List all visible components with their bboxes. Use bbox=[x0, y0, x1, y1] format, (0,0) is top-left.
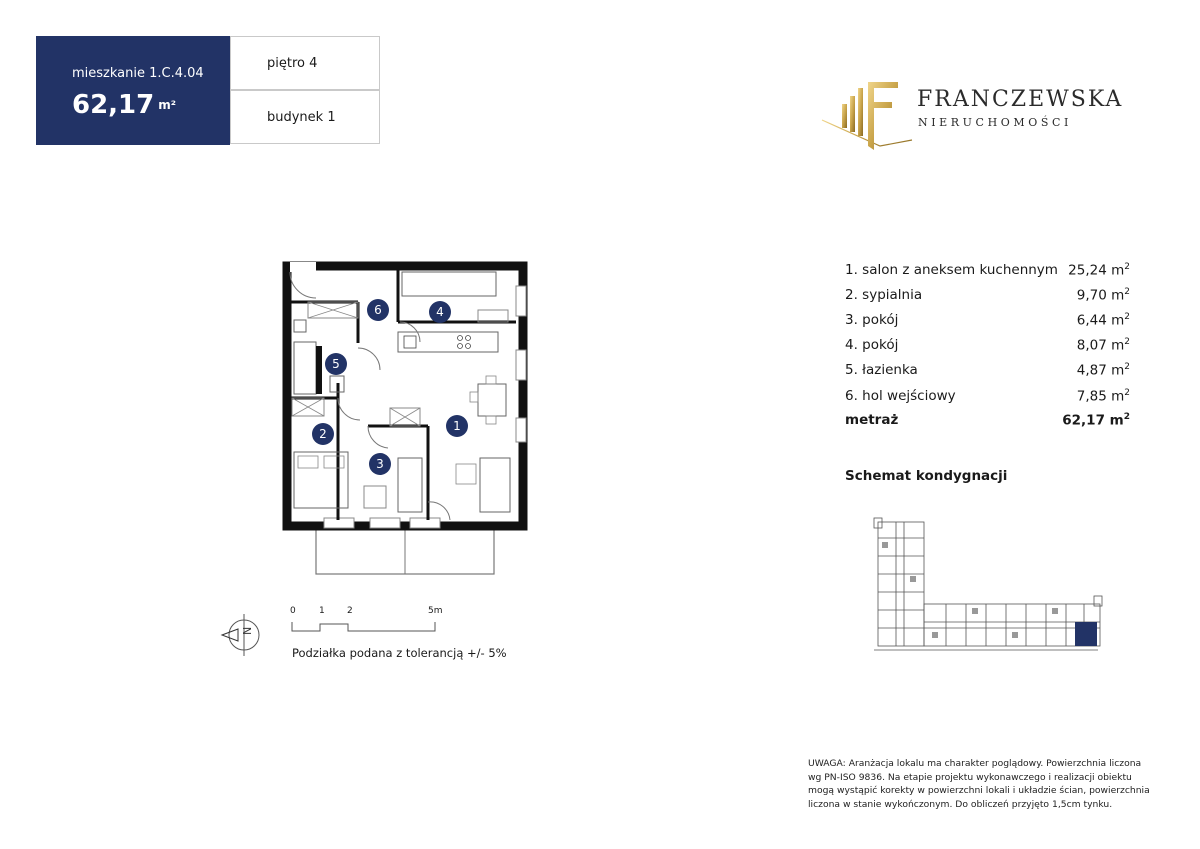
compass-icon bbox=[218, 612, 270, 658]
unit-area-unit: m² bbox=[158, 98, 177, 112]
floor-schema bbox=[872, 516, 1108, 656]
logo-emblem-icon bbox=[820, 78, 915, 158]
total-label: metraż bbox=[845, 412, 899, 428]
disclaimer-line: UWAGA: Aranżacja lokalu ma charakter poglądowy. Powierzchnia liczona bbox=[808, 758, 1142, 769]
window bbox=[516, 418, 526, 442]
room-row bbox=[845, 388, 1130, 412]
logo-subtitle: NIERUCHOMOŚCI bbox=[918, 116, 1072, 129]
room-area: 4,87 $m^2$ bbox=[1076, 362, 1130, 379]
room-area: 25,24 $m^2$ bbox=[1068, 262, 1130, 279]
compass-letter: N bbox=[241, 626, 254, 635]
room-name: 5. łazienka bbox=[845, 362, 918, 378]
single-bed bbox=[398, 458, 422, 512]
bathtub bbox=[294, 342, 316, 394]
kitchen-counter bbox=[398, 332, 498, 352]
floor-plan bbox=[280, 258, 530, 580]
room-badge-5-label: 5 bbox=[332, 357, 340, 371]
scale-note: Podziałka podana z tolerancją +/- 5% bbox=[292, 646, 507, 660]
window bbox=[516, 350, 526, 380]
room-badge-3-label: 3 bbox=[376, 457, 384, 471]
floor-cell bbox=[230, 36, 380, 90]
room-name: 1. salon z aneksem kuchennym bbox=[845, 262, 1058, 278]
total-area: 62,17 $m^2$ bbox=[1062, 412, 1130, 429]
total-row bbox=[845, 412, 1130, 436]
room-name: 3. pokój bbox=[845, 312, 899, 328]
bed bbox=[294, 452, 348, 508]
disclaimer bbox=[808, 757, 1160, 811]
floor-label: piętro 4 bbox=[267, 56, 318, 71]
disclaimer-line: mogą wystąpić korekty w powierzchni lokali i układzie ścian, powierzchnia bbox=[808, 785, 1150, 797]
window bbox=[370, 518, 400, 528]
outer-walls bbox=[287, 266, 523, 526]
building-label: budynek 1 bbox=[267, 110, 336, 125]
room-row bbox=[845, 362, 1130, 386]
unit-area-value: 62,17 bbox=[72, 90, 155, 120]
room-row bbox=[845, 262, 1130, 286]
room-area: 7,85 $m^2$ bbox=[1076, 388, 1130, 405]
scale-bar bbox=[290, 620, 440, 634]
scale-tick-1: 1 bbox=[319, 606, 325, 616]
window bbox=[410, 518, 440, 528]
unit-card bbox=[36, 36, 230, 145]
floor-schema-highlight bbox=[1075, 622, 1097, 646]
logo-title: FRANCZEWSKA bbox=[917, 87, 1124, 112]
sofa bbox=[480, 458, 510, 512]
room-badge-4-label: 4 bbox=[436, 305, 444, 319]
room-badge-6-label: 6 bbox=[374, 303, 382, 317]
scale-tick-2: 2 bbox=[347, 606, 353, 616]
room-row bbox=[845, 312, 1130, 336]
room-area: 6,44 $m^2$ bbox=[1076, 312, 1130, 329]
room-area: 9,70 $m^2$ bbox=[1076, 287, 1130, 304]
washbasin bbox=[294, 320, 306, 332]
scale-tick-0: 0 bbox=[290, 606, 296, 616]
room-row bbox=[845, 337, 1130, 361]
room-name: 2. sypialnia bbox=[845, 287, 923, 303]
unit-area bbox=[72, 90, 176, 120]
disclaimer-line: liczona w stanie wykończonym. Do obliczeń przyjęto 1,5cm tynku. bbox=[808, 798, 1113, 810]
room-badge-1-label: 1 bbox=[453, 419, 461, 433]
room-name: 6. hol wejściowy bbox=[845, 388, 956, 404]
scale-tick-5: 5m bbox=[428, 606, 443, 616]
building-cell bbox=[230, 90, 380, 144]
window bbox=[516, 286, 526, 316]
room-badge-2-label: 2 bbox=[319, 427, 327, 441]
room-area: 8,07 $m^2$ bbox=[1076, 337, 1130, 354]
bed-room-4 bbox=[402, 272, 496, 296]
floor-schema-title: Schemat kondygnacji bbox=[845, 468, 1008, 484]
disclaimer-line: wg PN-ISO 9836. Na etapie projektu wykonawczego i realizacji obiektu bbox=[808, 771, 1132, 783]
room-row bbox=[845, 287, 1130, 311]
unit-label: mieszkanie 1.C.4.04 bbox=[72, 66, 204, 81]
dining-table bbox=[478, 384, 506, 416]
room-name: 4. pokój bbox=[845, 337, 899, 353]
